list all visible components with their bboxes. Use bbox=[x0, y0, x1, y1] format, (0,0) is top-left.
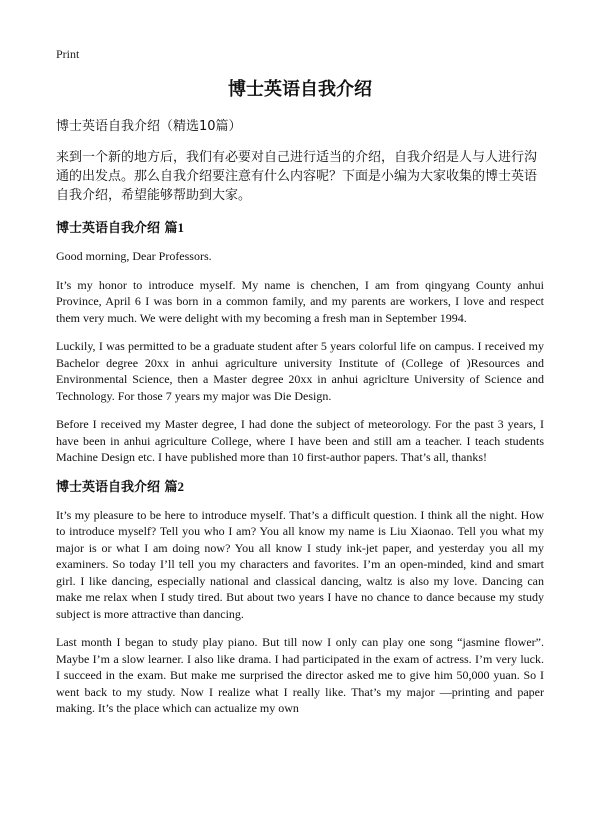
document-subtitle: 博士英语自我介绍（精选10篇） bbox=[56, 119, 242, 134]
paragraph: Before I received my Master degree, I had done the subject of meteorology. For the past 3 years, I have been in anhui agriculture College, where I have been and still am a teacher. I teach students Machine Design etc. I have published more than 10 first-author papers. That’s all, thanks! bbox=[56, 417, 544, 464]
paragraph: Luckily, I was permitted to be a graduate student after 5 years colorful life on campus. I received my Bachelor degree 20xx in anhui agriculture university Institute of (College of )Resources and Environmental Science, then a Master degree 20xx in anhui agriclture University of Science and Technology. For those 7 years my major was Die Design. bbox=[56, 339, 544, 403]
section-heading-number: 1 bbox=[177, 220, 185, 235]
document-body bbox=[56, 118, 544, 729]
paragraph: It’s my pleasure to be here to introduce myself. That’s a difficult question. I think all the night. How to introduce myself? Tell you who I am? You all know my name is Liu Xiaonao. Tell you what my major is or what I am doing now? You all know I study ink-jet paper, and yesterday you all my examiners. So today I’ll tell you my characters and favorites. I’m an open-minded, kind and smart girl. I like dancing, especially national and classical dancing, waltz is also my love. Dancing can make me relax when I study tired. But about two years I have no chance to dance because my study subject is more attractive than dancing. bbox=[56, 507, 544, 621]
section-heading-text: 博士英语自我介绍 篇 bbox=[56, 479, 178, 495]
section-heading-number: 2 bbox=[177, 478, 185, 494]
print-link[interactable]: Print bbox=[56, 47, 80, 61]
paragraph: Last month I began to study play piano. But till now I only can play one song “jasmine flower”. Maybe I’m a slow learner. I also like drama. I had participated in the exam of actress. I’m very luck. I succeed in the exam. But make me surprised the director asked me to give him 50,000 yuan. So I went back to my study. Now I realize what I really like. That’s my major —printing and paper making. It’s the place which can actualize my own bbox=[56, 635, 544, 715]
section-heading-2 bbox=[56, 478, 544, 497]
section-heading-text: 博士英语自我介绍 篇 bbox=[56, 221, 178, 236]
paragraph: Good morning, Dear Professors. bbox=[56, 249, 212, 263]
page-title: 博士英语自我介绍 bbox=[228, 79, 372, 100]
section-heading-1 bbox=[56, 219, 544, 238]
intro-paragraph: 来到一个新的地方后，我们有必要对自己进行适当的介绍，自我介绍是人与人进行沟通的出发点。那么自我介绍要注意有什么内容呢？下面是小编为大家收集的博士英语自我介绍，希望能够帮助到大家。 bbox=[56, 150, 538, 203]
paragraph: It’s my honor to introduce myself. My name is chenchen, I am from qingyang County anhui Province, April 6 I was born in a common family, and my parents are workers, I love and respect them very much. We were delight with my becoming a fresh man in September 1994. bbox=[56, 277, 544, 325]
